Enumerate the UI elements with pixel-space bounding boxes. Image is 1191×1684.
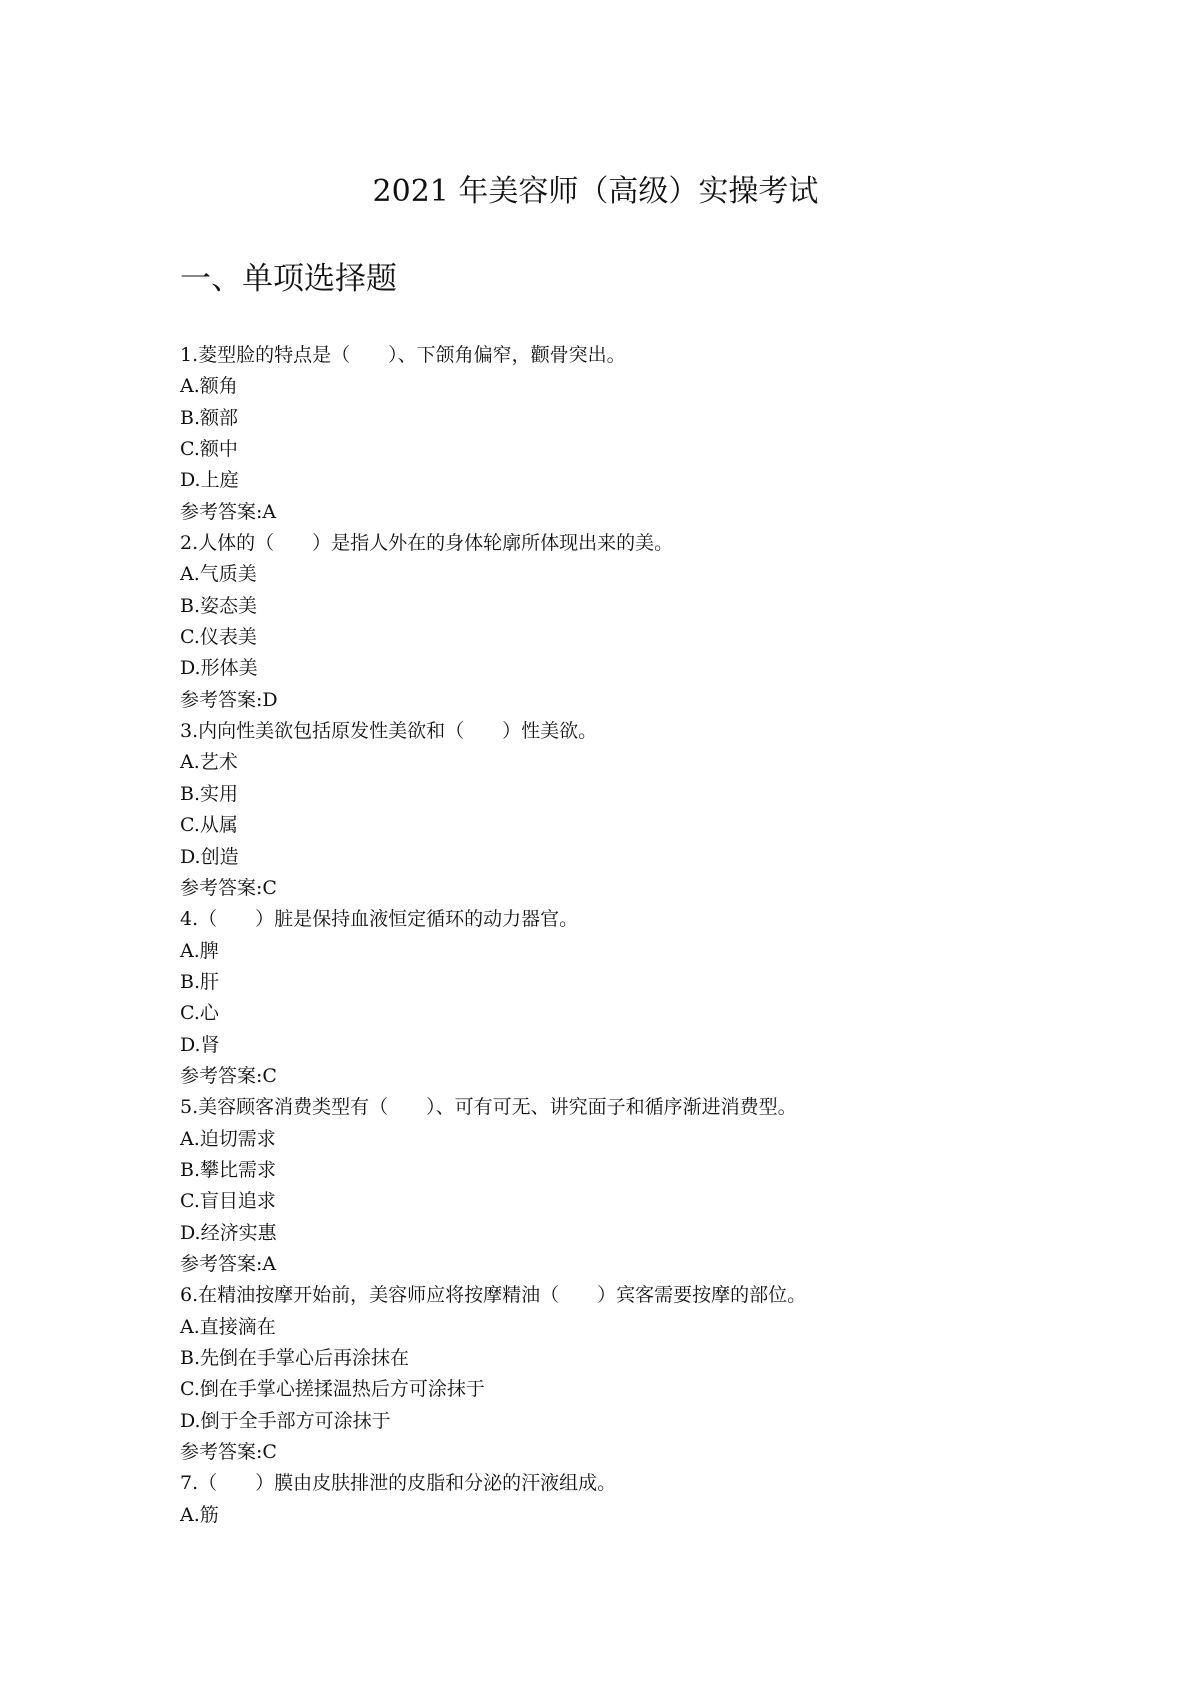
option-c: C.倒在手掌心搓揉温热后方可涂抹于: [180, 1378, 485, 1401]
option-b: B.肝: [180, 970, 220, 993]
option-a: A.气质美: [180, 563, 257, 586]
option-c: C.从属: [180, 814, 238, 837]
option-d: D.倒于全手部方可涂抹于: [180, 1409, 391, 1432]
option-b: B.攀比需求: [180, 1158, 277, 1181]
reference-answer: 参考答案:C: [180, 1441, 277, 1464]
reference-answer: 参考答案:C: [180, 1064, 277, 1087]
question-stem: 1.菱型脸的特点是（ ）、下颌角偏窄，颧骨突出。: [180, 344, 626, 366]
question-stem: 6.在精油按摩开始前，美容师应将按摩精油（ ）宾客需要按摩的部位。: [180, 1284, 807, 1307]
option-c: C.盲目追求: [180, 1190, 276, 1213]
document-title: 2021 年美容师（高级）实操考试: [372, 174, 819, 209]
option-a: A.直接滴在: [180, 1315, 276, 1338]
option-d: D.创造: [180, 845, 239, 868]
reference-answer: 参考答案:C: [180, 876, 277, 899]
question-stem: 4.（ ）脏是保持血液恒定循环的动力器官。: [180, 908, 579, 931]
option-c: C.仪表美: [180, 626, 257, 649]
option-b: B.实用: [180, 782, 239, 805]
option-b: B.先倒在手掌心后再涂抹在: [180, 1347, 410, 1369]
section-heading: 一、单项选择题: [180, 261, 397, 297]
reference-answer: 参考答案:A: [180, 500, 277, 523]
option-a: A.筋: [180, 1503, 219, 1526]
question-stem: 7.（ ）膜由皮肤排泄的皮脂和分泌的汗液组成。: [180, 1472, 617, 1495]
question-stem: 5.美容顾客消费类型有（ ）、可有可无、讲究面子和循序渐进消费型。: [180, 1096, 797, 1119]
option-d: D.形体美: [180, 657, 258, 680]
question-stem: 2.人体的（ ）是指人外在的身体轮廓所体现出来的美。: [180, 532, 674, 555]
option-d: D.经济实惠: [180, 1221, 277, 1244]
option-a: A.额角: [180, 375, 238, 398]
option-b: B.姿态美: [180, 594, 258, 617]
question-stem: 3.内向性美欲包括原发性美欲和（ ）性美欲。: [180, 720, 598, 743]
reference-answer: 参考答案:A: [180, 1252, 277, 1275]
option-a: A.迫切需求: [180, 1127, 276, 1150]
question-list: [180, 340, 1040, 1531]
option-c: C.额中: [180, 438, 238, 461]
reference-answer: 参考答案:D: [180, 688, 278, 711]
option-a: A.脾: [180, 939, 219, 962]
option-d: D.上庭: [180, 469, 239, 492]
option-d: D.肾: [180, 1033, 220, 1056]
option-c: C.心: [180, 1002, 219, 1025]
option-a: A.艺术: [180, 751, 238, 774]
option-b: B.额部: [180, 406, 239, 429]
